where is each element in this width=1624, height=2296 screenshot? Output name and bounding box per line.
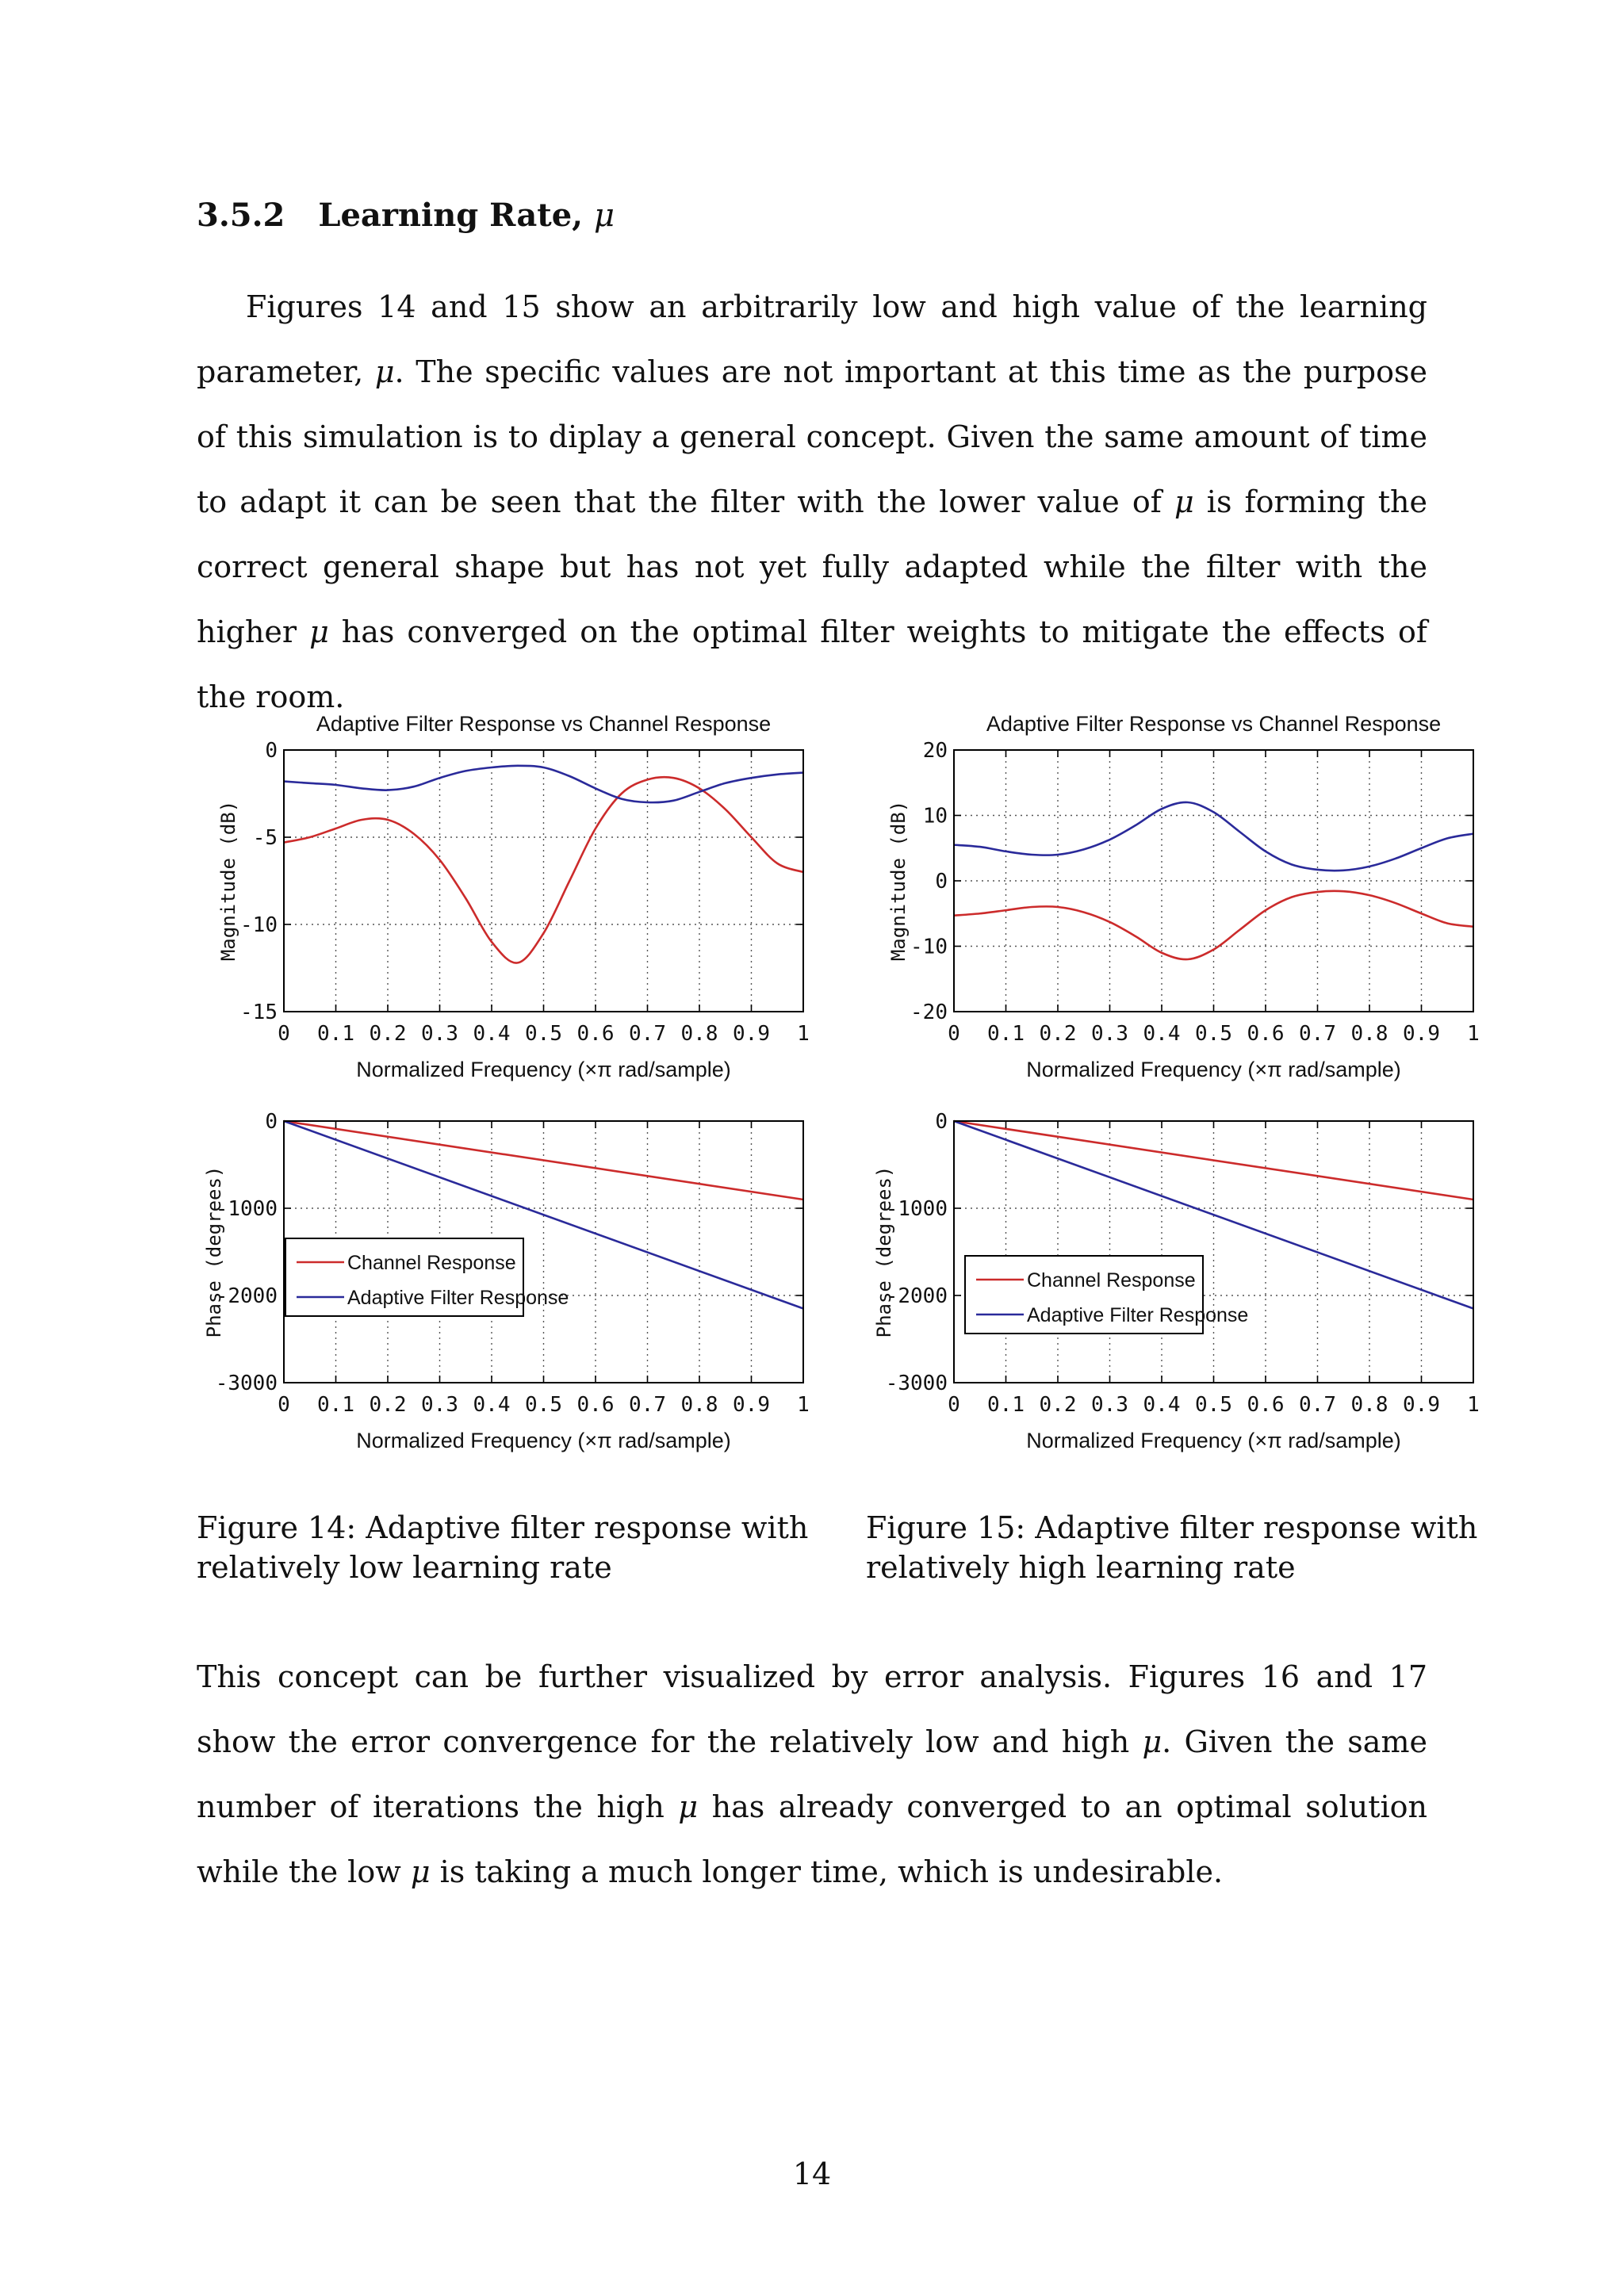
y-tick-label: -3000 — [885, 1372, 948, 1395]
y-tick-label: -1000 — [885, 1197, 948, 1221]
x-tick-label: 0.9 — [733, 1393, 770, 1417]
mu-symbol: μ — [594, 197, 615, 234]
y-tick-label: -2000 — [215, 1284, 278, 1308]
section-heading — [197, 197, 615, 234]
x-tick-label: 0.7 — [1299, 1022, 1336, 1046]
x-tick-label: 0.2 — [1039, 1022, 1077, 1046]
figure-14-caption: Figure 14: Adaptive filter response with relatively low learning rate — [197, 1510, 809, 1585]
y-axis-label: Magnitude (dB) — [887, 800, 910, 962]
mu-symbol: μ — [374, 354, 395, 389]
x-tick-label: 0.3 — [1091, 1393, 1128, 1417]
x-tick-label: 0.1 — [987, 1022, 1025, 1046]
x-tick-label: 0.9 — [1403, 1022, 1440, 1046]
y-axis-label: Phase (degrees) — [203, 1165, 225, 1338]
x-tick-label: 0.4 — [473, 1022, 511, 1046]
x-tick-label: 0.1 — [317, 1393, 354, 1417]
figure-15 — [873, 698, 1487, 1459]
x-tick-label: 0.3 — [421, 1022, 458, 1046]
x-tick-label: 0.5 — [525, 1022, 562, 1046]
x-axis-label: Normalized Frequency (×π rad/sample) — [356, 1429, 731, 1452]
mu-symbol: μ — [410, 1854, 431, 1889]
x-tick-label: 0.9 — [733, 1022, 770, 1046]
section-number: 3.5.2 — [197, 197, 285, 234]
paragraph-text: . The specific values are not important at this time as the purpose of this simulation is to diplay a general concept. Given the same amount of time to adapt it can be seen that the filter with the lower value of — [197, 354, 1427, 519]
x-tick-label: 1 — [797, 1393, 810, 1417]
legend-label: Adaptive Filter Response — [347, 1287, 569, 1309]
paragraph-text: Figures 14 and 15 show an arbitrarily low and high value of the learning parameter, — [197, 289, 1427, 389]
x-tick-label: 0.2 — [369, 1022, 407, 1046]
mu-symbol: μ — [1142, 1724, 1162, 1759]
legend-label: Channel Response — [347, 1252, 516, 1274]
paragraph-text: has converged on the optimal filter weights to mitigate the effects of the room. — [197, 614, 1427, 714]
figure-15-svg — [873, 698, 1487, 1459]
series-line-0 — [284, 777, 803, 962]
mu-symbol: μ — [1174, 484, 1194, 519]
plot-title: Adaptive Filter Response vs Channel Response — [986, 712, 1442, 736]
x-tick-label: 0.8 — [1350, 1393, 1388, 1417]
x-tick-label: 0.7 — [629, 1022, 666, 1046]
x-tick-label: 0.9 — [1403, 1393, 1440, 1417]
fig14-phase-plot — [203, 1110, 810, 1452]
x-tick-label: 1 — [1467, 1393, 1480, 1417]
x-tick-label: 0 — [948, 1393, 960, 1417]
paragraph-text: has already converged to an optimal solution while the low — [197, 1789, 1427, 1889]
y-tick-label: -15 — [240, 1001, 278, 1024]
x-tick-label: 0.7 — [629, 1393, 666, 1417]
y-axis-label: Phase (degrees) — [873, 1165, 895, 1338]
x-tick-label: 0.7 — [1299, 1393, 1336, 1417]
x-tick-label: 0 — [948, 1022, 960, 1046]
y-tick-label: 20 — [922, 739, 948, 763]
x-tick-label: 0 — [278, 1022, 290, 1046]
y-tick-label: 0 — [265, 739, 278, 763]
plot-title: Adaptive Filter Response vs Channel Response — [316, 712, 772, 736]
x-tick-label: 0.1 — [987, 1393, 1025, 1417]
y-tick-label: -5 — [252, 826, 278, 850]
series-line-1 — [954, 802, 1473, 871]
x-axis-label: Normalized Frequency (×π rad/sample) — [356, 1058, 731, 1081]
paragraph-learning-rate — [197, 274, 1427, 729]
y-tick-label: 10 — [922, 804, 948, 828]
y-tick-label: 0 — [265, 1110, 278, 1134]
figure-14-svg — [203, 698, 817, 1459]
fig15-phase-plot — [873, 1110, 1480, 1452]
y-tick-label: -2000 — [885, 1284, 948, 1308]
x-tick-label: 0.5 — [1195, 1393, 1232, 1417]
x-tick-label: 0.8 — [1350, 1022, 1388, 1046]
figure-15-caption: Figure 15: Adaptive filter response with relatively high learning rate — [866, 1510, 1478, 1585]
figure-14 — [203, 698, 817, 1459]
x-tick-label: 0.8 — [680, 1393, 718, 1417]
mu-symbol: μ — [309, 614, 329, 649]
x-tick-label: 0.1 — [317, 1022, 354, 1046]
y-tick-label: -20 — [910, 1001, 948, 1024]
x-tick-label: 0.4 — [1143, 1393, 1181, 1417]
y-tick-label: 0 — [935, 1110, 948, 1134]
x-tick-label: 1 — [1467, 1022, 1480, 1046]
x-tick-label: 0.6 — [1247, 1022, 1285, 1046]
x-tick-label: 0.6 — [576, 1393, 615, 1417]
x-tick-label: 0.3 — [421, 1393, 458, 1417]
x-tick-label: 0.3 — [1091, 1022, 1128, 1046]
fig14-magnitude-plot — [217, 712, 810, 1081]
y-tick-label: -10 — [910, 935, 948, 959]
paragraph-text: is forming the correct general shape but has not yet fully adapted while the filter with the higher — [197, 484, 1427, 649]
x-tick-label: 1 — [797, 1022, 810, 1046]
mu-symbol: μ — [678, 1789, 699, 1824]
fig15-magnitude-plot — [887, 712, 1480, 1081]
x-axis-label: Normalized Frequency (×π rad/sample) — [1026, 1058, 1401, 1081]
x-tick-label: 0.6 — [1247, 1393, 1285, 1417]
x-tick-label: 0.2 — [369, 1393, 407, 1417]
y-tick-label: 0 — [935, 870, 948, 894]
x-tick-label: 0.5 — [1195, 1022, 1232, 1046]
legend-label: Channel Response — [1027, 1269, 1196, 1292]
y-tick-label: -10 — [240, 913, 278, 937]
x-tick-label: 0.6 — [576, 1022, 615, 1046]
x-tick-label: 0.4 — [1143, 1022, 1181, 1046]
paragraph-text: . Given the same number of iterations the high — [197, 1724, 1427, 1824]
x-tick-label: 0.5 — [525, 1393, 562, 1417]
section-title: Learning Rate, — [318, 197, 584, 234]
x-tick-label: 0.8 — [680, 1022, 718, 1046]
y-axis-label: Magnitude (dB) — [217, 800, 239, 962]
page-number: 14 — [792, 2156, 832, 2191]
paragraph-text: is taking a much longer time, which is undesirable. — [430, 1854, 1224, 1889]
x-axis-label: Normalized Frequency (×π rad/sample) — [1026, 1429, 1401, 1452]
x-tick-label: 0 — [278, 1393, 290, 1417]
y-tick-label: -3000 — [215, 1372, 278, 1395]
x-tick-label: 0.2 — [1039, 1393, 1077, 1417]
paragraph-text: This concept can be further visualized by error analysis. Figures 16 and 17 show the error convergence for the relatively low and high — [197, 1659, 1427, 1759]
y-tick-label: -1000 — [215, 1197, 278, 1221]
x-tick-label: 0.4 — [473, 1393, 511, 1417]
legend-label: Adaptive Filter Response — [1027, 1304, 1249, 1326]
paragraph-error-analysis — [197, 1644, 1427, 1904]
